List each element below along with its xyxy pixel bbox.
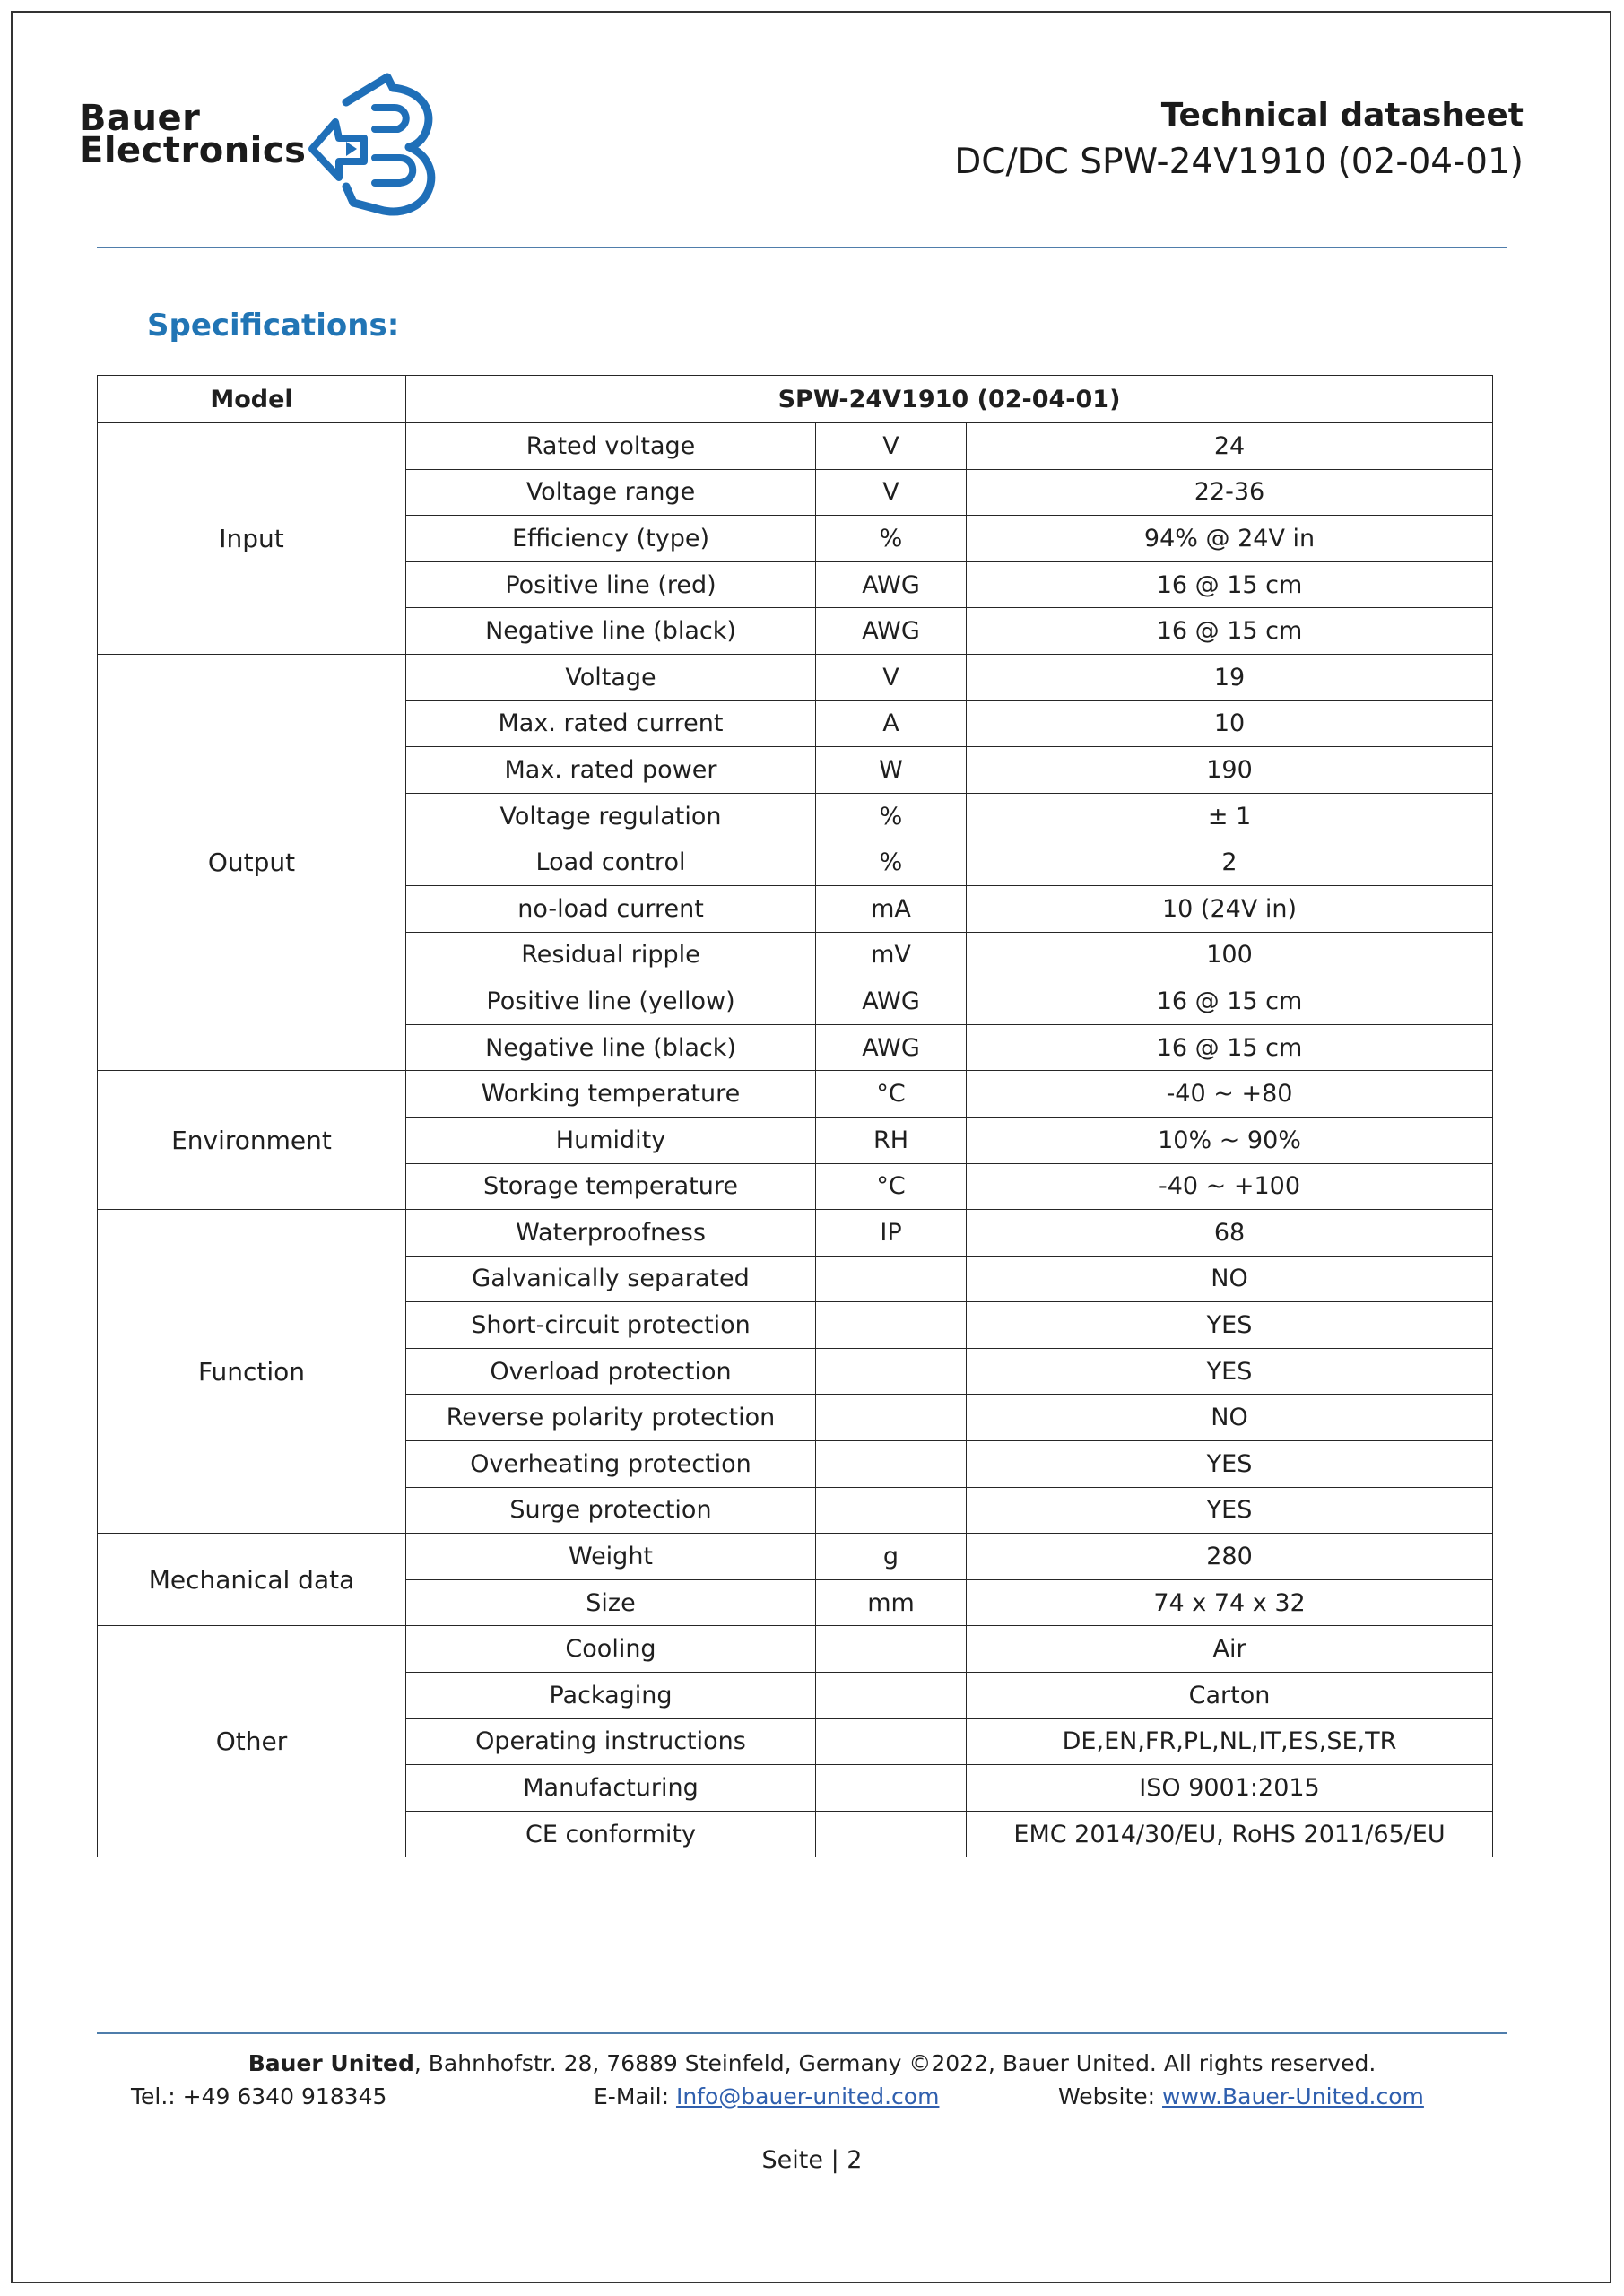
parameter-cell: Surge protection [406, 1487, 816, 1534]
logo-line-1: Bauer [79, 98, 201, 139]
table-row [98, 1534, 1493, 1580]
value-cell: NO [967, 1256, 1493, 1302]
parameter-cell: Load control [406, 839, 816, 886]
unit-cell [816, 1487, 967, 1534]
parameter-cell: Short-circuit protection [406, 1302, 816, 1349]
value-cell: ± 1 [967, 793, 1493, 839]
group-label: Environment [98, 1071, 406, 1210]
parameter-cell: Negative line (black) [406, 608, 816, 655]
value-cell: 22-36 [967, 469, 1493, 516]
company-logo [79, 66, 456, 228]
unit-cell: g [816, 1534, 967, 1580]
value-cell: ISO 9001:2015 [967, 1765, 1493, 1812]
unit-cell: A [816, 700, 967, 747]
value-cell: 10 (24V in) [967, 885, 1493, 932]
unit-cell [816, 1256, 967, 1302]
unit-cell: mV [816, 932, 967, 978]
value-cell: 100 [967, 932, 1493, 978]
parameter-cell: Manufacturing [406, 1765, 816, 1812]
parameter-cell: Positive line (yellow) [406, 978, 816, 1025]
value-cell: 190 [967, 747, 1493, 794]
group-label: Other [98, 1626, 406, 1857]
footer-email-block [594, 2083, 939, 2109]
parameter-cell: Overheating protection [406, 1441, 816, 1488]
footer-website-link[interactable]: www.Bauer-United.com [1162, 2083, 1424, 2109]
parameter-cell: Voltage range [406, 469, 816, 516]
parameter-cell: Negative line (black) [406, 1024, 816, 1071]
unit-cell: % [816, 793, 967, 839]
unit-cell: W [816, 747, 967, 794]
value-cell: EMC 2014/30/EU, RoHS 2011/65/EU [967, 1811, 1493, 1857]
page-number: Seite | 2 [761, 2146, 863, 2174]
parameter-cell: no-load current [406, 885, 816, 932]
group-label: Output [98, 654, 406, 1070]
footer-website-block [1058, 2083, 1424, 2109]
unit-cell: V [816, 423, 967, 470]
parameter-cell: Max. rated current [406, 700, 816, 747]
unit-cell: °C [816, 1163, 967, 1210]
unit-cell: mA [816, 885, 967, 932]
value-cell: -40 ~ +80 [967, 1071, 1493, 1118]
parameter-cell: Overload protection [406, 1348, 816, 1395]
parameter-cell: Humidity [406, 1117, 816, 1163]
parameter-cell: Positive line (red) [406, 561, 816, 608]
footer-company-name: Bauer United [248, 2050, 414, 2076]
unit-cell [816, 1441, 967, 1488]
value-cell: 19 [967, 654, 1493, 700]
value-cell: 16 @ 15 cm [967, 1024, 1493, 1071]
table-row [98, 423, 1493, 470]
value-cell: 10 [967, 700, 1493, 747]
unit-cell: AWG [816, 978, 967, 1025]
unit-cell [816, 1811, 967, 1857]
value-cell: YES [967, 1487, 1493, 1534]
group-label: Function [98, 1210, 406, 1534]
unit-cell [816, 1765, 967, 1812]
specifications-table [97, 375, 1493, 1857]
value-cell: NO [967, 1395, 1493, 1441]
parameter-cell: Voltage regulation [406, 793, 816, 839]
value-cell: 280 [967, 1534, 1493, 1580]
document-subtitle: DC/DC SPW-24V1910 (02-04-01) [954, 142, 1524, 182]
table-header-row [98, 376, 1493, 423]
table-row [98, 654, 1493, 700]
unit-cell: % [816, 516, 967, 562]
value-cell: DE,EN,FR,PL,NL,IT,ES,SE,TR [967, 1718, 1493, 1765]
parameter-cell: Packaging [406, 1673, 816, 1719]
unit-cell [816, 1673, 967, 1719]
parameter-cell: Reverse polarity protection [406, 1395, 816, 1441]
parameter-cell: Efficiency (type) [406, 516, 816, 562]
unit-cell: mm [816, 1579, 967, 1626]
section-heading: Specifications: [147, 308, 400, 344]
unit-cell: % [816, 839, 967, 886]
document-title: Technical datasheet [1160, 97, 1524, 134]
parameter-cell: Waterproofness [406, 1210, 816, 1257]
unit-cell: V [816, 654, 967, 700]
header-model-label: Model [98, 376, 406, 423]
value-cell: 16 @ 15 cm [967, 978, 1493, 1025]
parameter-cell: Weight [406, 1534, 816, 1580]
unit-cell: RH [816, 1117, 967, 1163]
parameter-cell: Operating instructions [406, 1718, 816, 1765]
value-cell: 16 @ 15 cm [967, 561, 1493, 608]
unit-cell: IP [816, 1210, 967, 1257]
footer-address: , Bahnhofstr. 28, 76889 Steinfeld, Germany ©2022, Bauer United. All rights reserved. [413, 2050, 1376, 2076]
value-cell: 2 [967, 839, 1493, 886]
table-row [98, 1210, 1493, 1257]
unit-cell [816, 1302, 967, 1349]
value-cell: 10% ~ 90% [967, 1117, 1493, 1163]
footer-website-label: Website: [1058, 2083, 1163, 2109]
footer-email-link[interactable]: Info@bauer-united.com [675, 2083, 940, 2109]
parameter-cell: Rated voltage [406, 423, 816, 470]
parameter-cell: Residual ripple [406, 932, 816, 978]
value-cell: YES [967, 1348, 1493, 1395]
specifications-table-body [98, 376, 1493, 1857]
parameter-cell: Working temperature [406, 1071, 816, 1118]
footer-company-line [0, 2050, 1624, 2076]
parameter-cell: Storage temperature [406, 1163, 816, 1210]
table-row [98, 1071, 1493, 1118]
unit-cell [816, 1626, 967, 1673]
value-cell: Carton [967, 1673, 1493, 1719]
value-cell: 94% @ 24V in [967, 516, 1493, 562]
parameter-cell: Max. rated power [406, 747, 816, 794]
unit-cell: °C [816, 1071, 967, 1118]
unit-cell [816, 1348, 967, 1395]
group-label: Input [98, 423, 406, 655]
footer-email-label: E-Mail: [594, 2083, 676, 2109]
header-model-value: SPW-24V1910 (02-04-01) [406, 376, 1493, 423]
unit-cell [816, 1718, 967, 1765]
footer-divider [97, 2032, 1507, 2034]
unit-cell: V [816, 469, 967, 516]
parameter-cell: Size [406, 1579, 816, 1626]
value-cell: YES [967, 1302, 1493, 1349]
value-cell: Air [967, 1626, 1493, 1673]
table-row [98, 1626, 1493, 1673]
value-cell: 24 [967, 423, 1493, 470]
value-cell: 74 x 74 x 32 [967, 1579, 1493, 1626]
logo-wordmark [79, 98, 307, 171]
unit-cell [816, 1395, 967, 1441]
header-divider [97, 247, 1507, 248]
group-label: Mechanical data [98, 1534, 406, 1626]
logo-line-2: Electronics [79, 130, 307, 171]
unit-cell: AWG [816, 561, 967, 608]
footer-telephone: Tel.: +49 6340 918345 [131, 2083, 387, 2109]
logo-b-emblem-icon [300, 66, 443, 219]
parameter-cell: Galvanically separated [406, 1256, 816, 1302]
value-cell: -40 ~ +100 [967, 1163, 1493, 1210]
parameter-cell: CE conformity [406, 1811, 816, 1857]
value-cell: 16 @ 15 cm [967, 608, 1493, 655]
parameter-cell: Voltage [406, 654, 816, 700]
parameter-cell: Cooling [406, 1626, 816, 1673]
value-cell: 68 [967, 1210, 1493, 1257]
value-cell: YES [967, 1441, 1493, 1488]
unit-cell: AWG [816, 608, 967, 655]
unit-cell: AWG [816, 1024, 967, 1071]
